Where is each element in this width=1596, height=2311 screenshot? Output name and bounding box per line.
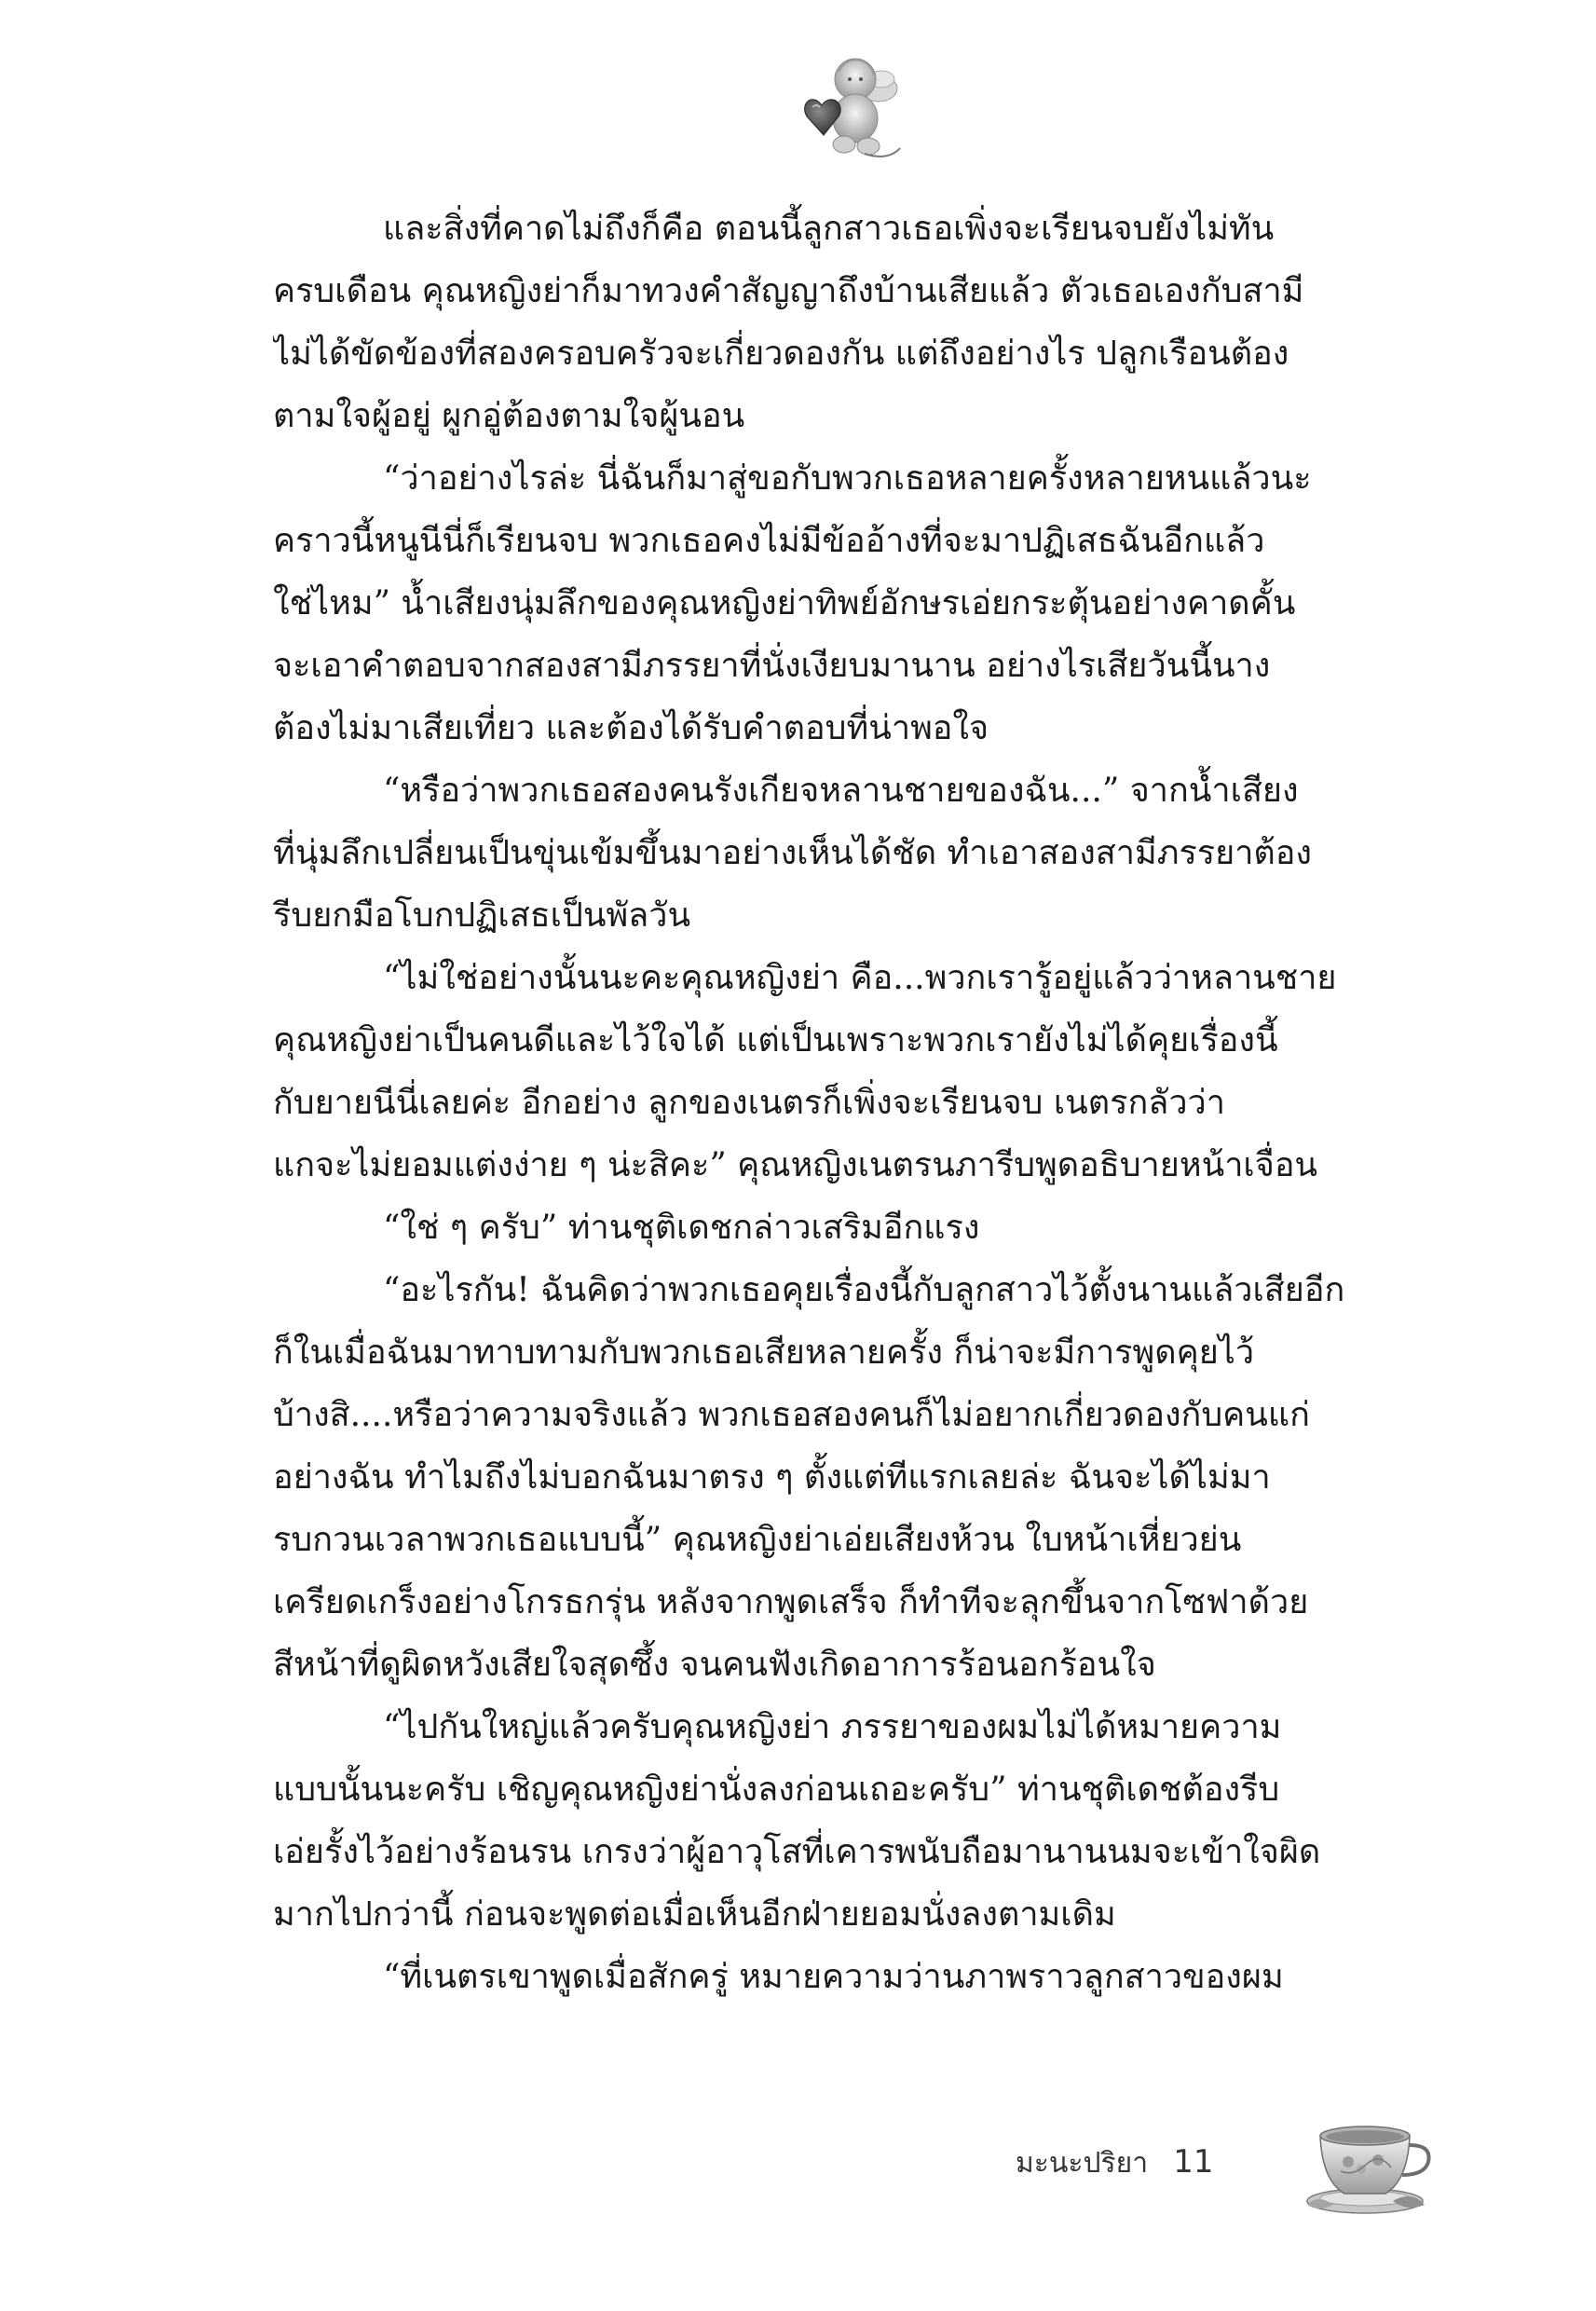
text-line: และสิ่งที่คาดไม่ถึงก็คือ ตอนนี้ลูกสาวเธอเพิ่งจะเรียนจบยังไม่ทัน <box>383 210 1275 248</box>
text-line: “ที่เนตรเขาพูดเมื่อสักครู่ หมายความว่านภาพราวลูกสาวของผม <box>383 1958 1284 1996</box>
text-line: รีบยกมือโบกปฏิเสธเป็นพัลวัน <box>273 896 691 935</box>
text-line: ใช่ไหม” น้ำเสียงนุ่มลึกของคุณหญิงย่าทิพย์อักษรเอ่ยกระตุ้นอย่างคาดคั้น <box>273 584 1296 622</box>
page-footer <box>1016 2134 1213 2190</box>
text-line: “อะไรกัน! ฉันคิดว่าพวกเธอคุยเรื่องนี้กับลูกสาวไว้ตั้งนานแล้วเสียอีก <box>383 1271 1345 1309</box>
text-line: คุณหญิงย่าเป็นคนดีและไว้ใจได้ แต่เป็นเพราะพวกเรายังไม่ได้คุยเรื่องนี้ <box>273 1021 1278 1060</box>
text-line: อย่างฉัน ทำไมถึงไม่บอกฉันมาตรง ๆ ตั้งแต่ทีแรกเลยล่ะ ฉันจะได้ไม่มา <box>273 1458 1271 1497</box>
text-line: จะเอาคำตอบจากสองสามีภรรยาที่นั่งเงียบมานาน อย่างไรเสียวันนี้นาง <box>273 647 1271 685</box>
page-number: 11 <box>1173 2143 1214 2181</box>
text-line: แกจะไม่ยอมแต่งง่าย ๆ น่ะสิคะ” คุณหญิงเนตรนภารีบพูดอธิบายหน้าเจื่อน <box>273 1146 1318 1184</box>
text-line: ที่นุ่มลึกเปลี่ยนเป็นขุ่นเข้มขึ้นมาอย่างเห็นได้ชัด ทำเอาสองสามีภรรยาต้อง <box>273 834 1312 872</box>
text-line: สีหน้าที่ดูผิดหวังเสียใจสุดซึ้ง จนคนฟังเกิดอาการร้อนอกร้อนใจ <box>273 1646 1156 1684</box>
cupid-with-heart-icon <box>799 51 902 163</box>
text-line: คราวนี้หนูนีนี่ก็เรียนจบ พวกเธอคงไม่มีข้ออ้างที่จะมาปฏิเสธฉันอีกแล้ว <box>273 522 1265 560</box>
text-line: มากไปกว่านี้ ก่อนจะพูดต่อเมื่อเห็นอีกฝ่ายยอมนั่งลงตามเดิม <box>273 1895 1116 1934</box>
text-line: ตามใจผู้อยู่ ผูกอู่ต้องตามใจผู้นอน <box>273 397 745 435</box>
text-line: แบบนั้นนะครับ เชิญคุณหญิงย่านั่งลงก่อนเถอะครับ” ท่านชุติเดชต้องรีบ <box>273 1771 1280 1809</box>
text-line: เอ่ยรั้งไว้อย่างร้อนรน เกรงว่าผู้อาวุโสที่เคารพนับถือมานานนมจะเข้าใจผิด <box>273 1833 1321 1871</box>
text-line: ต้องไม่มาเสียเที่ยว และต้องได้รับคำตอบที่น่าพอใจ <box>273 709 989 747</box>
text-line: รบกวนเวลาพวกเธอแบบนี้” คุณหญิงย่าเอ่ยเสียงห้วน ใบหน้าเหี่ยวย่น <box>273 1521 1242 1559</box>
text-line: “ว่าอย่างไรล่ะ นี่ฉันก็มาสู่ขอกับพวกเธอหลายครั้งหลายหนแล้วนะ <box>383 459 1312 498</box>
book-title: มะนะปริยา <box>1016 2147 1149 2180</box>
text-line: “ไปกันใหญ่แล้วครับคุณหญิงย่า ภรรยาของผมไม่ได้หมายความ <box>383 1708 1282 1746</box>
text-line: “ใช่ ๆ ครับ” ท่านชุติเดชกล่าวเสริมอีกแรง <box>383 1209 980 1247</box>
text-line: บ้างสิ....หรือว่าความจริงแล้ว พวกเธอสองคนก็ไม่อยากเกี่ยวดองกับคนแก่ <box>273 1396 1310 1434</box>
text-line: “ไม่ใช่อย่างนั้นนะคะคุณหญิงย่า คือ...พวกเรารู้อยู่แล้วว่าหลานชาย <box>383 959 1337 997</box>
text-line: กับยายนีนี่เลยค่ะ อีกอย่าง ลูกของเนตรก็เพิ่งจะเรียนจบ เนตรกลัวว่า <box>273 1084 1225 1122</box>
text-line: ไม่ได้ขัดข้องที่สองครอบครัวจะเกี่ยวดองกัน แต่ถึงอย่างไร ปลูกเรือนต้อง <box>273 335 1289 373</box>
text-line: ก็ในเมื่อฉันมาทาบทามกับพวกเธอเสียหลายครั้ง ก็น่าจะมีการพูดคุยไว้ <box>273 1333 1255 1372</box>
text-line: ครบเดือน คุณหญิงย่าก็มาทวงคำสัญญาถึงบ้านเสียแล้ว ตัวเธอเองกับสามี <box>273 272 1304 310</box>
body-text <box>273 198 1428 2008</box>
text-line: เครียดเกร็งอย่างโกรธกรุ่น หลังจากพูดเสร็จ ก็ทำทีจะลุกขึ้นจากโซฟาด้วย <box>273 1583 1309 1621</box>
text-line: “หรือว่าพวกเธอสองคนรังเกียจหลานชายของฉัน...” จากน้ำเสียง <box>383 772 1299 810</box>
teacup-icon <box>1300 2115 1435 2218</box>
